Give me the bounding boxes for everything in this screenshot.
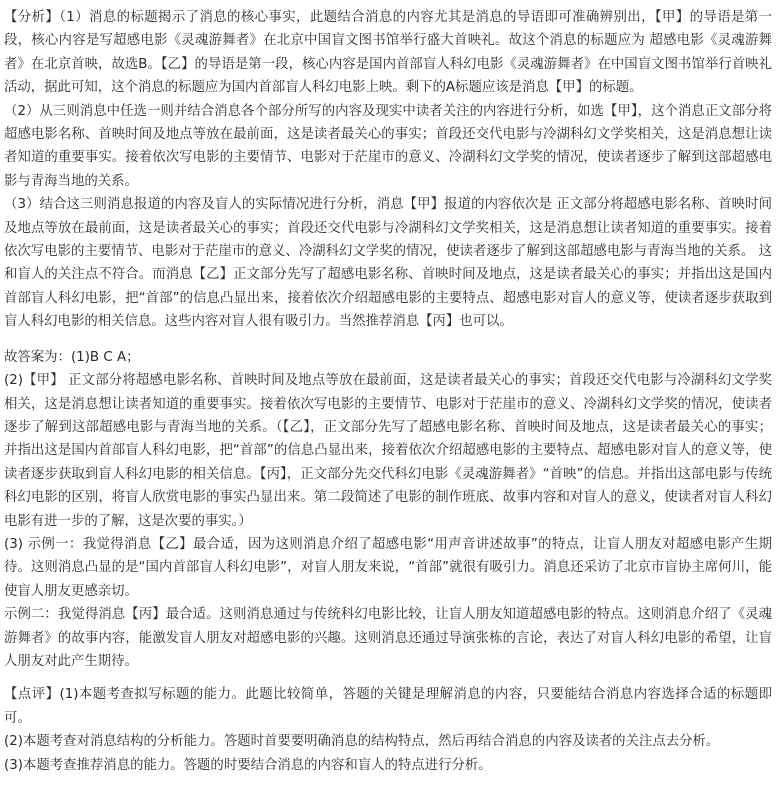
analysis-section	[4, 6, 772, 334]
comment-part-3: (3)本题考查推荐消息的能力。答题的时要结合消息的内容和盲人的特点进行分析。	[4, 757, 492, 773]
answer-part-3-example-2: 示例二：我觉得消息【丙】最合适。这则消息通过与传统科幻电影比较，让盲人朋友知道超感电影的特点。这则消息介绍了《灵魂游舞者》的故事内容，能激发盲人朋友对超感电影的兴趣。这则消息还通过导演张栋的言论，表达了对盲人科幻电影的希望，让盲人朋友对此产生期待。	[4, 607, 772, 669]
comment-section	[4, 683, 772, 777]
answer-section	[4, 346, 772, 674]
section-spacer	[4, 673, 772, 683]
analysis-part-1: 【分析】（1）消息的标题揭示了消息的核心事实，此题结合消息的内容尤其是消息的导语即可准确辨别出，【甲】的导语是第一段，核心内容是写超感电影《灵魂游舞者》在北京中国盲文图书馆举行盛大首映礼。故这个消息的标题应为 超感电影《灵魂游舞者》在北京首映，故选B。【乙】的导语是第一段，核心内容是国内首部盲人科幻电影《灵魂游舞者》在中国盲文图书馆举行首映礼活动，据此可知，这个消息的标题应为国内首部盲人科幻电影上映。剩下的A标题应该是消息【甲】的标题。	[4, 10, 772, 96]
analysis-part-2: （2）从三则消息中任选一则并结合消息各个部分所写的内容及现实中读者关注的内容进行分析，如选【甲】，这个消息正文部分将超感电影名称、首映时间及地点等放在最前面，这是读者最关心的事实；首段还交代电影与冷湖科幻文学奖相关，这是消息想让读者知道的重要事实。接着依次写电影的主要情节、电影对于茫崖市的意义、冷湖科幻文学奖的情况，使读者逐步了解到这部超感电影与青海当地的关系。	[4, 103, 772, 189]
section-spacer	[4, 334, 772, 346]
answer-summary: 故答案为：(1)B C A；	[4, 349, 140, 365]
comment-part-2: (2)本题考查对消息结构的分析能力。答题时首要要明确消息的结构特点，然后再结合消息的内容及读者的关注点去分析。	[4, 734, 720, 750]
analysis-part-3: （3）结合这三则消息报道的内容及盲人的实际情况进行分析，消息【甲】报道的内容依次是 正文部分将超感电影名称、首映时间及地点等放在最前面，这是读者最关心的事实；首段还交代电影与冷湖科幻文学奖相关，这是消息想让读者知道的重要事实。接着依次写电影的主要情节、电影对于茫崖市的意义、冷湖科幻文学奖的情况，使读者逐步了解到这部超感电影与青海当地的关系。 这和盲人的关注点不符合。而消息【乙】正文部分先写了超感电影名称、首映时间及地点，这是读者最关心的事实；并指出这是国内首部盲人科幻电影，把“首部”的信息凸显出来，接着依次介绍超感电影的主要特点、超感电影对盲人的意义等，使读者逐步获取到盲人科幻电影的相关信息。这些内容对盲人很有吸引力。当然推荐消息【丙】也可以。	[4, 197, 772, 330]
answer-part-2: (2)【甲】 正文部分将超感电影名称、首映时间及地点等放在最前面，这是读者最关心的事实；首段还交代电影与冷湖科幻文学奖相关，这是消息想让读者知道的重要事实。接着依次写电影的主要情节、电影对于茫崖市的意义、冷湖科幻文学奖的情况，使读者逐步了解到这部超感电影与青海当地的关系。（【乙】，正文部分先写了超感电影名称、首映时间及地点，这是读者最关心的事实；并指出这是国内首部盲人科幻电影，把“首部”的信息凸显出来，接着依次介绍超感电影的主要特点、超感电影对盲人的意义等，使读者逐步获取到盲人科幻电影的相关信息。【丙】，正文部分先交代科幻电影《灵魂游舞者》“首映”的信息。并指出这部电影与传统科幻电影的区别，将盲人欣赏电影的事实凸显出来。第二段简述了电影的制作班底、故事内容和对盲人的意义，使读者对盲人科幻电影有进一步的了解，这是次要的事实。）	[4, 373, 772, 529]
comment-part-1: 【点评】(1)本题考查拟写标题的能力。此题比较简单，答题的关键是理解消息的内容，只要能结合消息内容选择合适的标题即可。	[4, 687, 772, 726]
answer-part-3-example-1: (3) 示例一：我觉得消息【乙】最合适，因为这则消息介绍了超感电影“用声音讲述故事”的特点，让盲人朋友对超感电影产生期待。这则消息凸显的是“国内首部盲人科幻电影”，对盲人朋友来说，“首部”就很有吸引力。消息还采访了北京市盲协主席何川，能使盲人朋友更感亲切。	[4, 536, 772, 599]
